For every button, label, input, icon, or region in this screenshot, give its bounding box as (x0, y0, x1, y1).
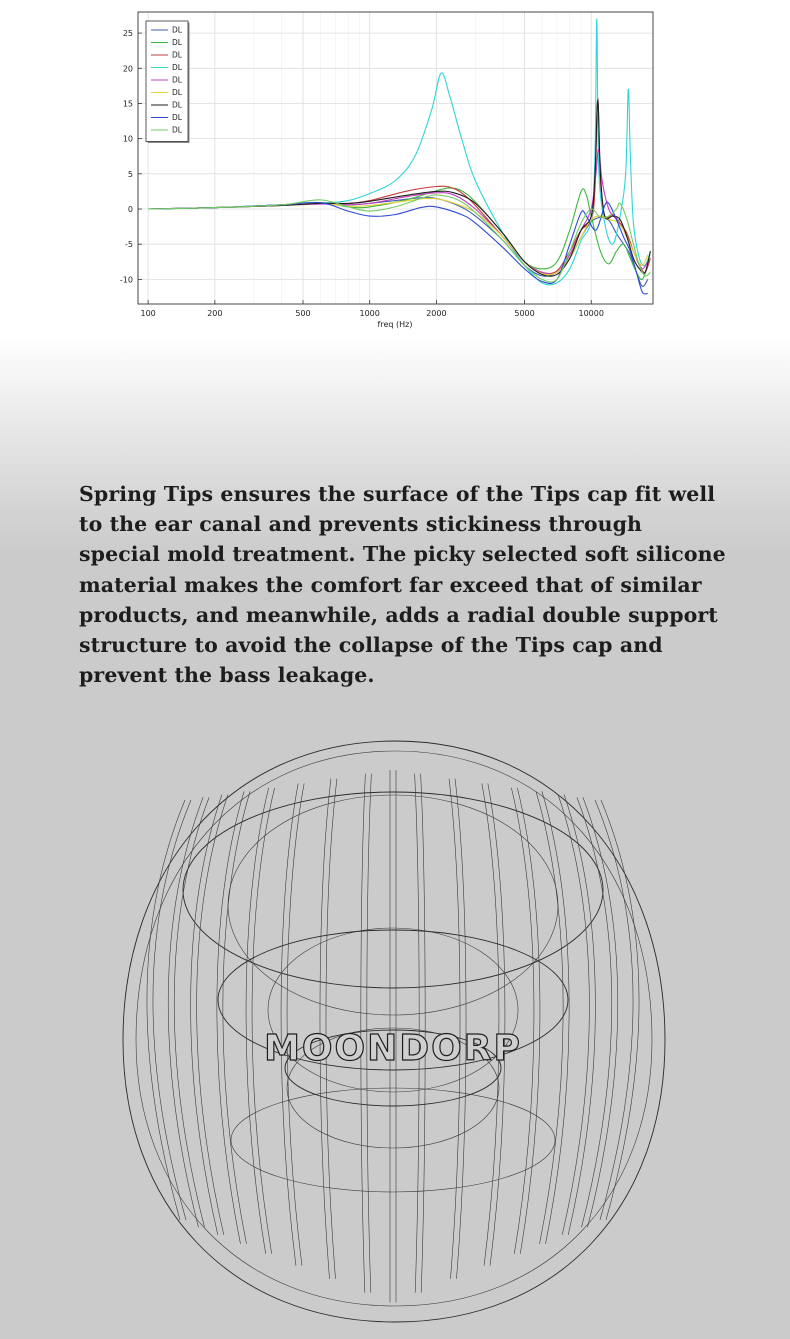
y-tick-label: 0 (127, 205, 133, 215)
y-tick-label: 10 (122, 134, 133, 144)
support-rib-17-edge (601, 800, 639, 1220)
y-tick-label: 20 (122, 64, 133, 74)
support-rib-14-edge (542, 791, 569, 1243)
legend-label-5: DL (172, 75, 182, 85)
x-tick-label: 5000 (514, 309, 535, 318)
legend-label-7: DL (172, 100, 182, 110)
support-rib-4 (217, 791, 244, 1243)
y-tick-label: 15 (122, 99, 133, 109)
support-rib-2 (168, 797, 203, 1227)
support-rib-12-edge (488, 783, 505, 1265)
y-tick-label: 5 (127, 169, 133, 179)
x-tick-label: 200 (207, 309, 223, 318)
legend-label-3: DL (172, 50, 182, 60)
support-rib-3 (191, 795, 222, 1235)
support-rib-6 (281, 783, 298, 1265)
support-rib-17 (595, 800, 633, 1220)
legend-label-1: DL (172, 25, 182, 35)
support-rib-3-edge (197, 795, 228, 1235)
y-tick-label: -5 (125, 240, 133, 250)
x-tick-label: 500 (295, 309, 311, 318)
y-tick-label: -10 (119, 275, 133, 285)
product-description: Spring Tips ensures the surface of the Tips cap fit well to the ear canal and prevents stickiness through special mold treatment. The picky selected soft silicone material makes the comfort far exceed that of similar products, and meanwhile, adds a radial double support structure to avoid the collapse of the Tips cap and prevent the bass leakage. (79, 482, 726, 688)
legend (146, 21, 190, 143)
support-rib-12 (482, 783, 499, 1265)
x-tick-label: 10000 (578, 309, 604, 318)
legend-label-6: DL (172, 88, 182, 98)
product-logo: MOONDORP (264, 1028, 522, 1069)
support-rib-5 (246, 788, 269, 1254)
plot-background (138, 12, 653, 304)
support-rib-16-edge (583, 797, 618, 1227)
legend-label-9: DL (172, 125, 182, 135)
y-tick-label: 25 (122, 29, 133, 39)
support-rib-13-edge (517, 788, 540, 1254)
support-rib-1 (147, 800, 185, 1220)
x-tick-label: 1000 (359, 309, 380, 318)
frequency-response-chart (0, 0, 790, 340)
eartip-wireframe-illustration (0, 700, 790, 1339)
x-axis-label: freq (Hz) (377, 320, 413, 329)
support-rib-6-edge (287, 783, 304, 1265)
legend-label-8: DL (172, 113, 182, 123)
x-tick-label: 100 (140, 309, 156, 318)
support-rib-15 (558, 795, 589, 1235)
legend-label-4: DL (172, 63, 182, 73)
support-rib-15-edge (564, 795, 595, 1235)
x-tick-label: 2000 (426, 309, 447, 318)
legend-label-2: DL (172, 38, 182, 48)
